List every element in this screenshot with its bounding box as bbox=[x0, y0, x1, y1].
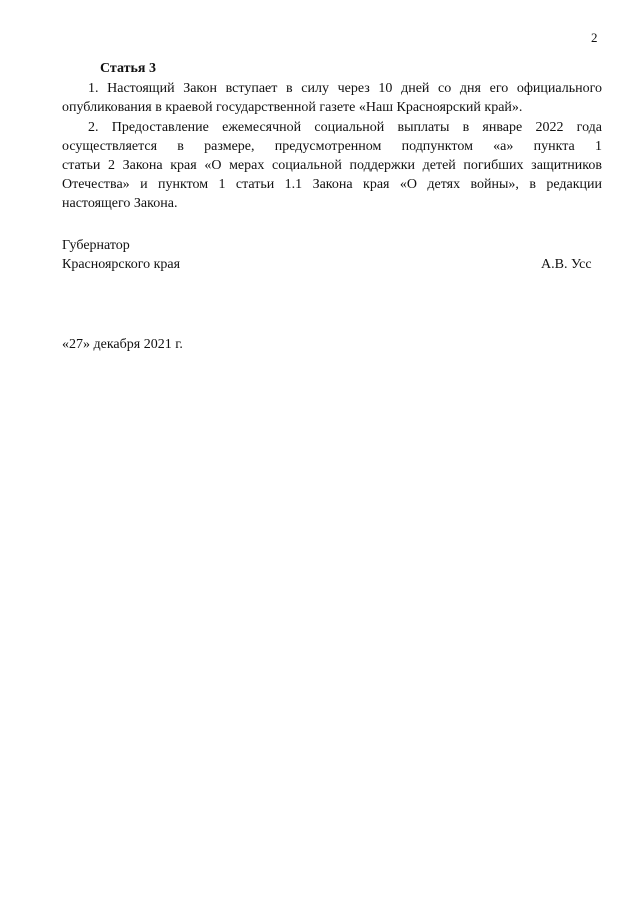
signature-name: А.В. Усс bbox=[541, 257, 592, 272]
paragraph-1 bbox=[62, 79, 602, 117]
paragraph-1-line: 1. Настоящий Закон вступает в силу через 10 дней со дня его официального bbox=[88, 81, 602, 96]
date-line: «27» декабря 2021 г. bbox=[62, 337, 183, 352]
paragraph-2-line: настоящего Закона. bbox=[62, 196, 178, 211]
paragraph-2-line: осуществляется в размере, предусмотренном подпунктом «а» пункта 1 bbox=[62, 139, 602, 154]
paragraph-1-line: опубликования в краевой государственной газете «Наш Красноярский край». bbox=[62, 100, 523, 115]
signature-region: Красноярского края bbox=[62, 257, 181, 272]
paragraph-2-line: 2. Предоставление ежемесячной социальной выплаты в январе 2022 года bbox=[88, 120, 602, 135]
article-title: Статья 3 bbox=[100, 61, 156, 76]
page-number: 2 bbox=[591, 30, 598, 45]
paragraph-2-line: Отечества» и пунктом 1 статьи 1.1 Закона края «О детях войны», в редакции bbox=[62, 177, 602, 192]
paragraph-2-line: статьи 2 Закона края «О мерах социальной поддержки детей погибших защитников bbox=[62, 158, 602, 173]
paragraph-2 bbox=[62, 118, 602, 213]
signature-title: Губернатор bbox=[62, 238, 130, 253]
